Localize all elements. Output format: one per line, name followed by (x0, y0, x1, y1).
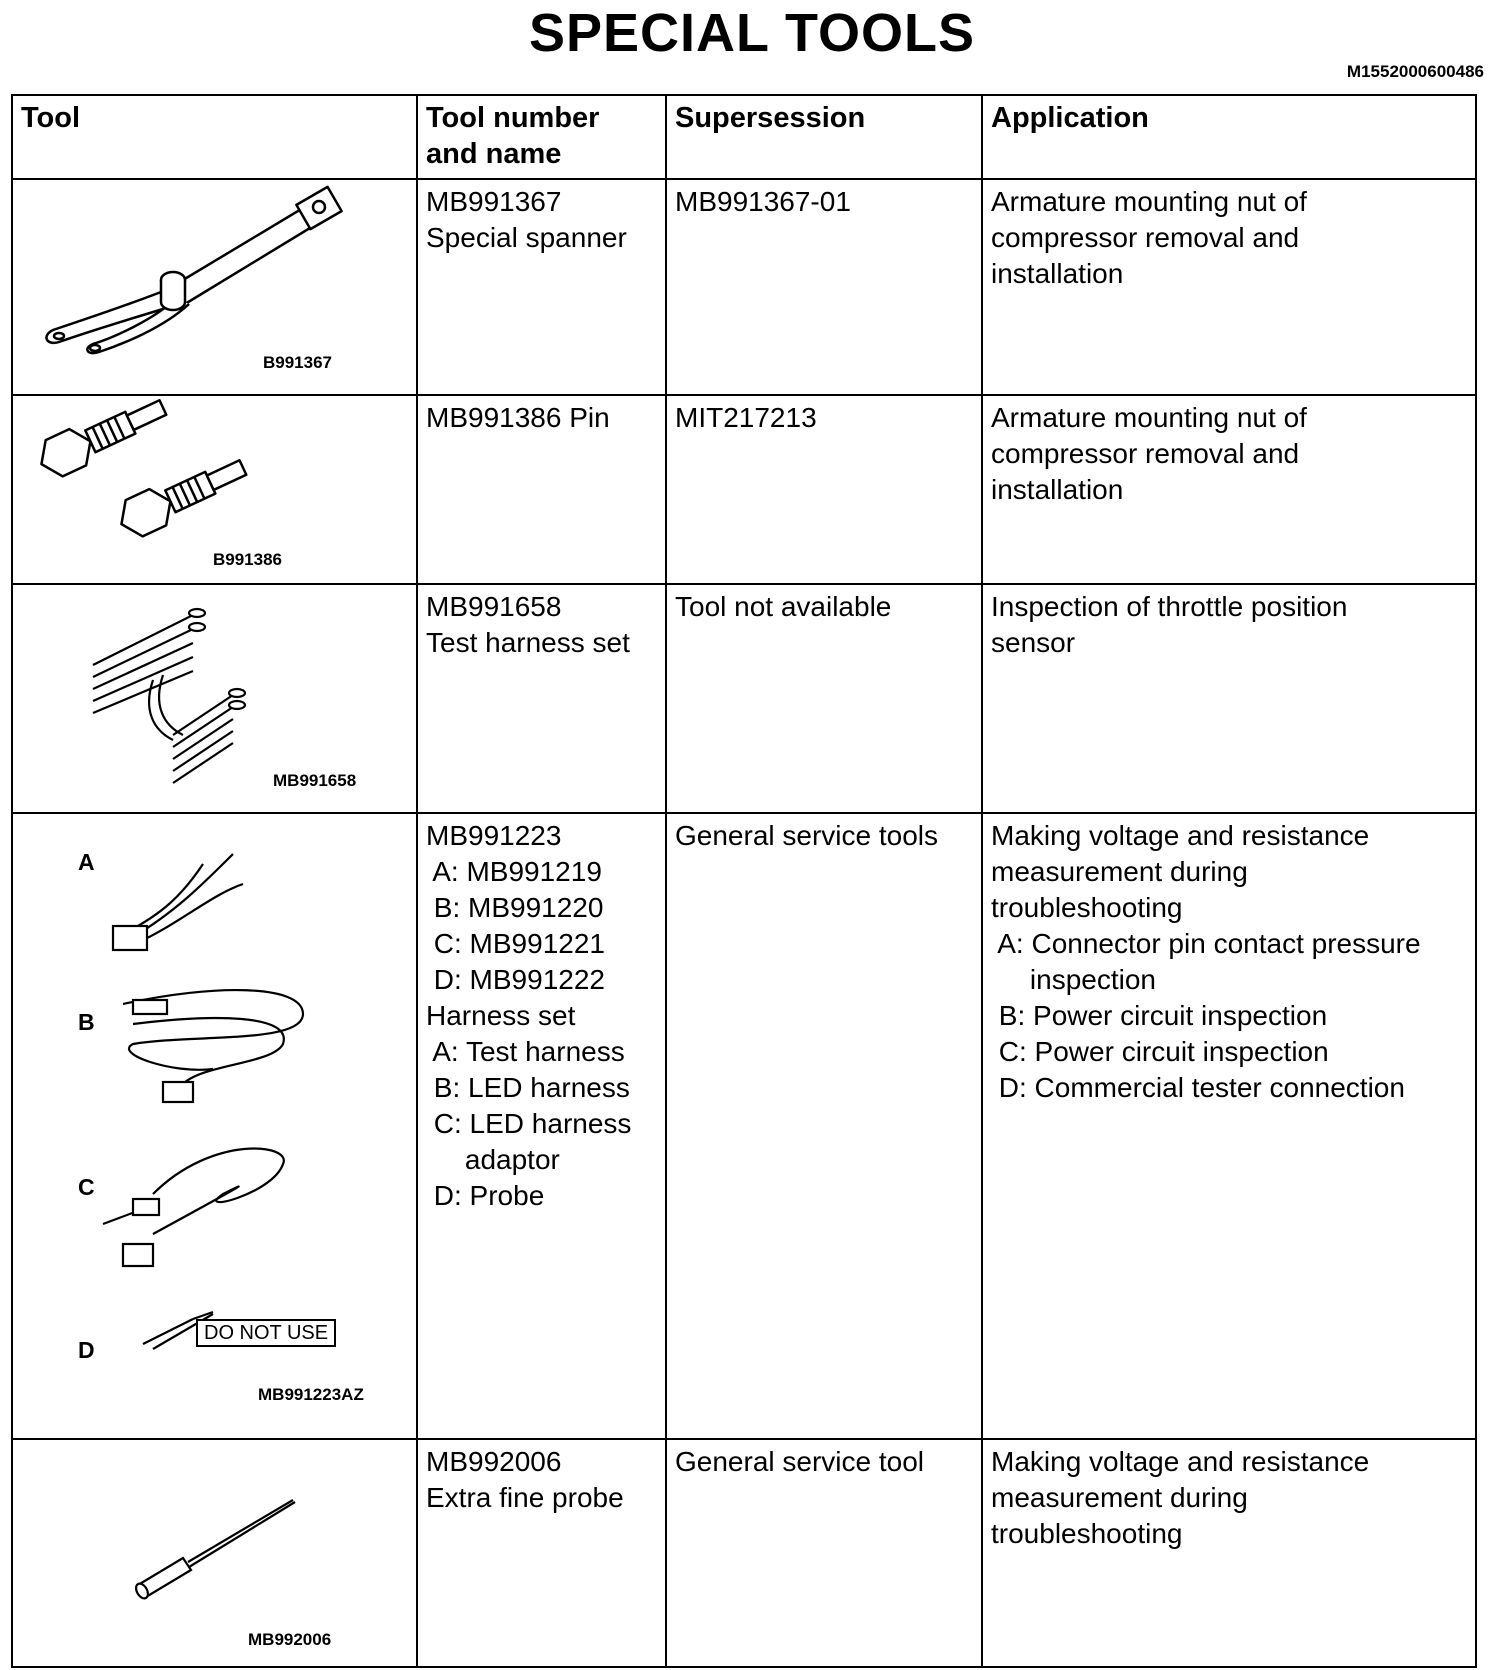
cell-line: A: MB991219 (426, 856, 602, 887)
cell-line: troubleshooting (991, 1518, 1183, 1549)
item-letter-a: A (78, 849, 95, 875)
tool-image-cell (12, 395, 417, 584)
spanner-illustration (13, 180, 418, 390)
supersession-cell: Tool not available (666, 584, 982, 813)
header-number (417, 95, 666, 179)
supersession-cell: MB991367-01 (666, 179, 982, 395)
table-row (12, 1439, 1476, 1667)
cell-line: D: Probe (426, 1180, 545, 1211)
application-cell (982, 395, 1476, 584)
cell-line: C: LED harness (426, 1108, 632, 1139)
cell-line: Making voltage and resistance (991, 820, 1370, 851)
cell-line: Inspection of throttle position (991, 591, 1348, 622)
tool-number-cell (417, 813, 666, 1439)
probe-illustration (13, 1440, 418, 1662)
page-title: SPECIAL TOOLS (528, 3, 976, 63)
tool-number-cell (417, 395, 666, 584)
tool-caption: MB991223AZ (258, 1385, 364, 1404)
header-number-line: Tool number (426, 102, 600, 134)
tool-image-cell (12, 584, 417, 813)
header-supersession: Supersession (666, 95, 982, 179)
header-tool: Tool (12, 95, 417, 179)
cell-line: D: Commercial tester connection (991, 1072, 1405, 1103)
application-cell (982, 1439, 1476, 1667)
do-not-use-label: DO NOT USE (196, 1319, 336, 1347)
cell-line: MB992006 (426, 1446, 562, 1477)
cell-line: D: MB991222 (426, 964, 605, 995)
tool-number-cell (417, 179, 666, 395)
cell-line: Special spanner (426, 222, 627, 253)
tool-caption: B991386 (213, 550, 283, 569)
cell-line: Harness set (426, 1000, 576, 1031)
cell-line: B: LED harness (426, 1072, 630, 1103)
application-cell (982, 584, 1476, 813)
cell-line: compressor removal and (991, 222, 1300, 253)
application-cell (982, 813, 1476, 1439)
table-row (12, 584, 1476, 813)
cell-line: sensor (991, 627, 1076, 658)
table-row (12, 813, 1476, 1439)
cell-line: MB991658 (426, 591, 562, 622)
cell-line: Armature mounting nut of (991, 402, 1307, 433)
header-number-line: and name (426, 138, 562, 170)
cell-line: Making voltage and resistance (991, 1446, 1370, 1477)
item-letter-c: C (78, 1174, 95, 1200)
cell-line: installation (991, 258, 1124, 289)
cell-line: A: Test harness (426, 1036, 625, 1067)
application-cell (982, 179, 1476, 395)
supersession-cell: MIT217213 (666, 395, 982, 584)
cell-line: C: Power circuit inspection (991, 1036, 1329, 1067)
supersession-cell: General service tool (666, 1439, 982, 1667)
table-row (12, 395, 1476, 584)
tool-caption: B991367 (263, 353, 333, 372)
cell-line: installation (991, 474, 1124, 505)
cell-line: B: Power circuit inspection (991, 1000, 1328, 1031)
cell-line: Armature mounting nut of (991, 186, 1307, 217)
cell-line: B: MB991220 (426, 892, 604, 923)
item-letter-d: D (78, 1337, 95, 1363)
tool-image-cell (12, 179, 417, 395)
tool-image-cell (12, 1439, 417, 1667)
tool-number-cell (417, 584, 666, 813)
tool-number-cell (417, 1439, 666, 1667)
cell-line: MB991367 (426, 186, 562, 217)
cell-line: Extra fine probe (426, 1482, 624, 1513)
cell-line: C: MB991221 (426, 928, 605, 959)
cell-line: measurement during (991, 1482, 1248, 1513)
test-harness-illustration (13, 585, 418, 808)
tool-caption: MB992006 (248, 1630, 332, 1649)
cell-line: MB991223 (426, 820, 562, 851)
cell-line: adaptor (426, 1144, 560, 1175)
cell-line: inspection (991, 964, 1156, 995)
cell-line: compressor removal and (991, 438, 1300, 469)
document-id: M1552000600486 (1346, 62, 1484, 81)
cell-line: Test harness set (426, 627, 630, 658)
tool-image-cell (12, 813, 417, 1439)
header-application: Application (982, 95, 1476, 179)
cell-line: measurement during (991, 856, 1248, 887)
cell-line: troubleshooting (991, 892, 1183, 923)
tool-caption: MB991658 (273, 771, 357, 790)
table-row (12, 179, 1476, 395)
special-tools-table (11, 94, 1477, 1668)
cell-line: MB991386 Pin (426, 402, 610, 433)
item-letter-b: B (78, 1009, 95, 1035)
cell-line: A: Connector pin contact pressure (991, 928, 1421, 959)
header-row (12, 95, 1476, 179)
supersession-cell: General service tools (666, 813, 982, 1439)
